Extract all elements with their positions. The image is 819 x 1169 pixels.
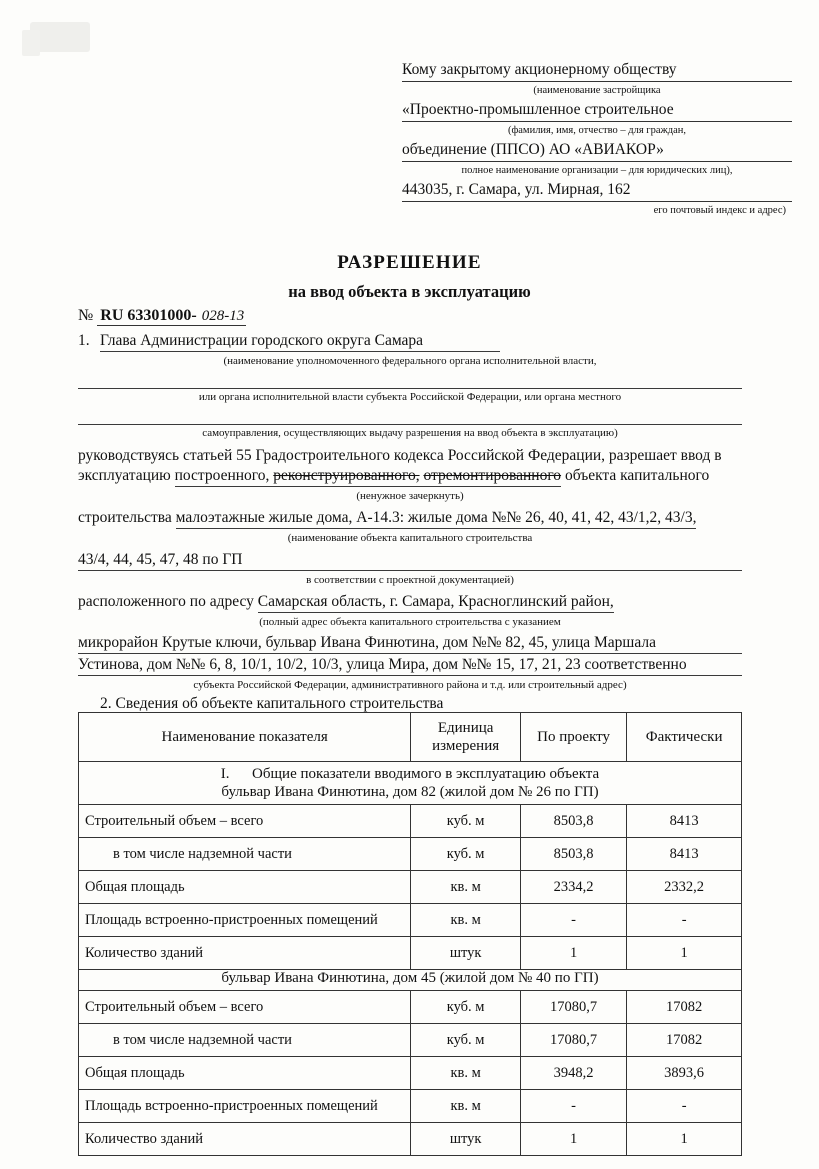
addressee-line-2: «Проектно-промышленное строительное <box>402 100 792 122</box>
table-header-unit-line1: Единица <box>437 720 494 736</box>
table-section-heading <box>79 762 742 785</box>
row-unit: кв. м <box>411 1057 521 1090</box>
para3-value: малоэтажные жилые дома, А-14.3: жилые дома №№ 26, 40, 41, 42, 43/1,2, 43/3, <box>176 508 697 529</box>
row-actual: 1 <box>627 937 742 970</box>
section-title: Общие показатели вводимого в эксплуатацию объекта <box>252 766 600 782</box>
row-unit: куб. м <box>411 838 521 871</box>
addressee-caption-2: (фамилия, имя, отчество – для граждан, <box>507 125 687 136</box>
section-number: I. <box>220 766 230 782</box>
authority-caption-2: или органа исполнительной власти субъекта Российской Федерации, или органа местного <box>198 391 622 403</box>
row-project: 17080,7 <box>520 1024 626 1057</box>
row-name: Общая площадь <box>79 1057 411 1090</box>
authority-name: Глава Администрации городского округа Самара <box>100 331 500 352</box>
row-actual: 2332,2 <box>627 871 742 904</box>
row-project: 8503,8 <box>520 805 626 838</box>
table-header-row <box>79 713 742 762</box>
table-row <box>79 1024 742 1057</box>
paragraph-grk: руководствуясь статьей 55 Градостроительного кодекса Российской Федерации, разрешает ввод в <box>78 447 722 464</box>
paragraph-address <box>78 592 778 613</box>
document-title: РАЗРЕШЕНИЕ <box>337 252 482 273</box>
table-section-heading-row <box>79 762 742 785</box>
para2-reconstructed: реконструированного, <box>273 466 419 487</box>
table-row <box>79 1057 742 1090</box>
table-row <box>79 937 742 970</box>
table-group-heading-1: бульвар Ивана Финютина, дом 82 (жилой дом № 26 по ГП) <box>79 784 742 805</box>
para5-prefix: расположенного по адресу <box>78 593 258 610</box>
table-row <box>79 871 742 904</box>
table-header-project: По проекту <box>520 713 626 762</box>
row-unit: штук <box>411 1123 521 1156</box>
paragraph-object-type <box>78 466 768 487</box>
row-actual: - <box>627 1090 742 1123</box>
row-name: Количество зданий <box>79 1123 411 1156</box>
para4-value: 43/4, 44, 45, 47, 48 по ГП <box>78 550 742 571</box>
para2-repaired: отремонтированного <box>423 466 561 487</box>
row-actual: 1 <box>627 1123 742 1156</box>
row-actual: 3893,6 <box>627 1057 742 1090</box>
para2-prefix: эксплуатацию <box>78 467 175 484</box>
document-number-value: RU 63301000- <box>97 307 199 326</box>
addressee-caption-1: (наименование застройщика <box>533 85 661 96</box>
addressee-line-3: объединение (ППСО) АО «АВИАКОР» <box>402 140 792 162</box>
para7-value: Устинова, дом №№ 6, 8, 10/1, 10/2, 10/3, улица Мира, дом №№ 15, 17, 21, 23 соответственно <box>78 655 742 676</box>
row-unit: куб. м <box>411 1024 521 1057</box>
row-unit: куб. м <box>411 805 521 838</box>
document-number-handwritten: 028-13 <box>201 308 245 324</box>
authority-caption-1: (наименование уполномоченного федерального органа исполнительной власти, <box>223 355 597 367</box>
row-actual: 8413 <box>627 805 742 838</box>
para2-built: построенного, <box>175 466 270 487</box>
row-name: в том числе надземной части <box>79 1024 411 1057</box>
row-project: 8503,8 <box>520 838 626 871</box>
row-name: в том числе надземной части <box>79 838 411 871</box>
row-project: 3948,2 <box>520 1057 626 1090</box>
row-project: 1 <box>520 1123 626 1156</box>
table-body <box>79 762 742 1156</box>
row-unit: куб. м <box>411 991 521 1024</box>
row-actual: 8413 <box>627 838 742 871</box>
row-actual: 17082 <box>627 1024 742 1057</box>
addressee-block <box>402 60 792 220</box>
addressee-line-4: 443035, г. Самара, ул. Мирная, 162 <box>402 180 792 202</box>
document-subtitle: на ввод объекта в эксплуатацию <box>288 282 531 301</box>
table-header-unit <box>411 713 521 762</box>
row-actual: 17082 <box>627 991 742 1024</box>
table-header-name: Наименование показателя <box>79 713 411 762</box>
table-group-heading-2: бульвар Ивана Финютина, дом 45 (жилой дом № 40 по ГП) <box>79 970 742 991</box>
row-project: 2334,2 <box>520 871 626 904</box>
item-1-marker: 1. <box>78 332 90 349</box>
table-header-unit-line2: измерения <box>432 738 500 754</box>
row-unit: кв. м <box>411 1090 521 1123</box>
paragraph-object-name <box>78 508 778 529</box>
blank-rule-1 <box>78 388 742 389</box>
document-number <box>78 307 246 325</box>
object-indicators-table <box>78 712 742 1156</box>
addressee-line-1: Кому закрытому акционерному обществу <box>402 60 792 82</box>
para2-suffix: объекта капитального <box>561 467 710 484</box>
item-2-heading: 2. Сведения об объекте капитального строительства <box>100 695 444 712</box>
table-group-heading-row-2 <box>79 970 742 991</box>
para6-value: микрорайон Крутые ключи, бульвар Ивана Финютина, дом №№ 82, 45, улица Маршала <box>78 633 742 654</box>
address-caption-1: (полный адрес объекта капитального строительства с указанием <box>259 616 561 628</box>
row-name: Строительный объем – всего <box>79 805 411 838</box>
blank-rule-2 <box>78 424 742 425</box>
row-actual: - <box>627 904 742 937</box>
paragraph-object-name-cont <box>78 550 778 571</box>
object-name-caption: (наименование объекта капитального строительства <box>287 532 533 544</box>
addressee-caption-3: полное наименование организации – для юридических лиц), <box>461 165 733 176</box>
project-doc-caption: в соответствии с проектной документацией) <box>306 574 514 586</box>
row-name: Площадь встроенно-пристроенных помещений <box>79 904 411 937</box>
row-project: 1 <box>520 937 626 970</box>
table-header-actual: Фактически <box>627 713 742 762</box>
document-number-label: № <box>78 307 94 324</box>
paragraph-address-cont-1 <box>78 633 778 654</box>
row-name: Строительный объем – всего <box>79 991 411 1024</box>
table-row <box>79 1090 742 1123</box>
row-unit: штук <box>411 937 521 970</box>
row-project: - <box>520 904 626 937</box>
row-unit: кв. м <box>411 904 521 937</box>
authority-caption-3: самоуправления, осуществляющих выдачу разрешения на ввод объекта в эксплуатацию) <box>202 427 618 439</box>
table-row <box>79 991 742 1024</box>
scan-artifact-secondary <box>22 30 40 56</box>
table-row <box>79 838 742 871</box>
row-name: Площадь встроенно-пристроенных помещений <box>79 1090 411 1123</box>
row-project: - <box>520 1090 626 1123</box>
table-row <box>79 805 742 838</box>
table-row <box>79 904 742 937</box>
paragraph-address-cont-2 <box>78 655 778 676</box>
row-name: Общая площадь <box>79 871 411 904</box>
address-caption-2: субъекта Российской Федерации, административного района и т.д. или строительный адрес) <box>193 679 627 691</box>
row-project: 17080,7 <box>520 991 626 1024</box>
row-unit: кв. м <box>411 871 521 904</box>
para3-prefix: строительства <box>78 509 176 526</box>
row-name: Количество зданий <box>79 937 411 970</box>
strike-caption: (ненужное зачеркнуть) <box>356 490 464 502</box>
para5-value: Самарская область, г. Самара, Красноглинский район, <box>258 592 614 613</box>
table-group-heading-row-1 <box>79 784 742 805</box>
table-row <box>79 1123 742 1156</box>
addressee-caption-4: его почтовый индекс и адрес) <box>653 205 786 216</box>
